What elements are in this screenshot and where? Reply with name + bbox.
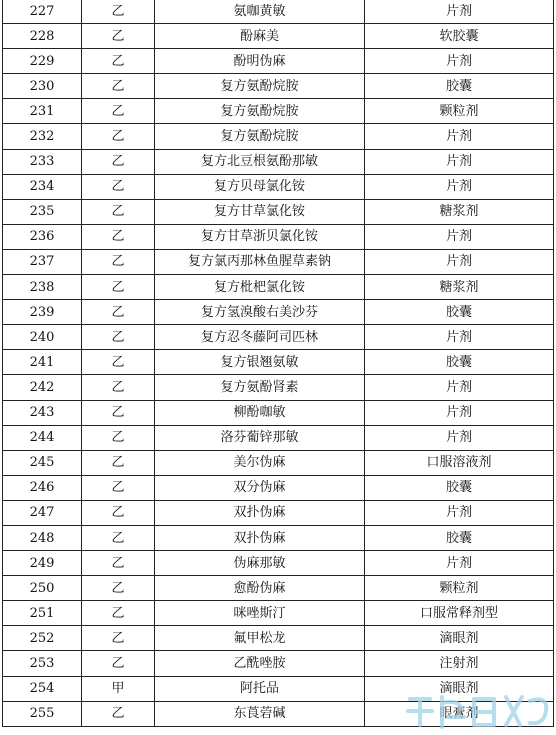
row-number-cell: 251 bbox=[3, 601, 82, 626]
row-number-cell: 254 bbox=[3, 676, 82, 701]
row-number-cell: 253 bbox=[3, 651, 82, 676]
row-number-cell: 235 bbox=[3, 199, 82, 224]
row-number-cell: 241 bbox=[3, 350, 82, 375]
table-row bbox=[3, 626, 554, 651]
drug-name-cell: 咪唑斯汀 bbox=[155, 601, 365, 626]
table-row bbox=[3, 400, 554, 425]
drug-name-cell: 阿托品 bbox=[155, 676, 365, 701]
row-number-cell: 234 bbox=[3, 174, 82, 199]
dosage-form-cell: 片剂 bbox=[365, 400, 554, 425]
category-cell: 乙 bbox=[82, 74, 155, 99]
category-cell: 乙 bbox=[82, 174, 155, 199]
dosage-form-cell: 颗粒剂 bbox=[365, 576, 554, 601]
dosage-form-cell: 胶囊 bbox=[365, 350, 554, 375]
drug-name-cell: 氨咖黄敏 bbox=[155, 0, 365, 24]
category-cell: 乙 bbox=[82, 224, 155, 249]
drug-name-cell: 双分伪麻 bbox=[155, 475, 365, 500]
row-number-cell: 231 bbox=[3, 99, 82, 124]
dosage-form-cell: 片剂 bbox=[365, 174, 554, 199]
row-number-cell: 230 bbox=[3, 74, 82, 99]
table-row bbox=[3, 375, 554, 400]
table-row bbox=[3, 601, 554, 626]
row-number-cell: 229 bbox=[3, 49, 82, 74]
table-row bbox=[3, 275, 554, 300]
drug-name-cell: 氟甲松龙 bbox=[155, 626, 365, 651]
drug-name-cell: 复方忍冬藤阿司匹林 bbox=[155, 325, 365, 350]
row-number-cell: 227 bbox=[3, 0, 82, 24]
category-cell: 乙 bbox=[82, 701, 155, 726]
row-number-cell: 239 bbox=[3, 300, 82, 325]
table-row bbox=[3, 124, 554, 149]
dosage-form-cell: 片剂 bbox=[365, 551, 554, 576]
drug-name-cell: 复方氨酚烷胺 bbox=[155, 74, 365, 99]
table-row bbox=[3, 174, 554, 199]
drug-name-cell: 复方氯丙那林鱼腥草素钠 bbox=[155, 249, 365, 274]
row-number-cell: 228 bbox=[3, 24, 82, 49]
table-row bbox=[3, 249, 554, 274]
table-row bbox=[3, 676, 554, 701]
category-cell: 乙 bbox=[82, 0, 155, 24]
category-cell: 乙 bbox=[82, 375, 155, 400]
category-cell: 乙 bbox=[82, 551, 155, 576]
dosage-form-cell: 软胶囊 bbox=[365, 24, 554, 49]
category-cell: 乙 bbox=[82, 99, 155, 124]
category-cell: 乙 bbox=[82, 525, 155, 550]
drug-name-cell: 洛芬葡锌那敏 bbox=[155, 425, 365, 450]
category-cell: 甲 bbox=[82, 676, 155, 701]
dosage-form-cell: 片剂 bbox=[365, 0, 554, 24]
drug-name-cell: 复方甘草氯化铵 bbox=[155, 199, 365, 224]
table-row bbox=[3, 325, 554, 350]
category-cell: 乙 bbox=[82, 651, 155, 676]
dosage-form-cell: 片剂 bbox=[365, 325, 554, 350]
table-row bbox=[3, 199, 554, 224]
table-row bbox=[3, 49, 554, 74]
category-cell: 乙 bbox=[82, 500, 155, 525]
category-cell: 乙 bbox=[82, 450, 155, 475]
table-row bbox=[3, 525, 554, 550]
dosage-form-cell: 糖浆剂 bbox=[365, 199, 554, 224]
table-row bbox=[3, 350, 554, 375]
row-number-cell: 250 bbox=[3, 576, 82, 601]
dosage-form-cell: 片剂 bbox=[365, 375, 554, 400]
dosage-form-cell: 片剂 bbox=[365, 124, 554, 149]
dosage-form-cell: 胶囊 bbox=[365, 74, 554, 99]
category-cell: 乙 bbox=[82, 576, 155, 601]
row-number-cell: 245 bbox=[3, 450, 82, 475]
row-number-cell: 240 bbox=[3, 325, 82, 350]
drug-name-cell: 柳酚咖敏 bbox=[155, 400, 365, 425]
dosage-form-cell: 胶囊 bbox=[365, 525, 554, 550]
table-row bbox=[3, 0, 554, 24]
category-cell: 乙 bbox=[82, 124, 155, 149]
table-row bbox=[3, 500, 554, 525]
table-row bbox=[3, 425, 554, 450]
dosage-form-cell: 颗粒剂 bbox=[365, 99, 554, 124]
row-number-cell: 248 bbox=[3, 525, 82, 550]
row-number-cell: 238 bbox=[3, 275, 82, 300]
dosage-form-cell: 片剂 bbox=[365, 224, 554, 249]
drug-name-cell: 复方氨酚烷胺 bbox=[155, 124, 365, 149]
table-row bbox=[3, 551, 554, 576]
drug-name-cell: 复方氢溴酸右美沙芬 bbox=[155, 300, 365, 325]
category-cell: 乙 bbox=[82, 24, 155, 49]
dosage-form-cell: 注射剂 bbox=[365, 651, 554, 676]
drug-name-cell: 酚明伪麻 bbox=[155, 49, 365, 74]
table-row bbox=[3, 149, 554, 174]
category-cell: 乙 bbox=[82, 350, 155, 375]
category-cell: 乙 bbox=[82, 626, 155, 651]
row-number-cell: 247 bbox=[3, 500, 82, 525]
table-row bbox=[3, 99, 554, 124]
drug-name-cell: 酚麻美 bbox=[155, 24, 365, 49]
drug-name-cell: 复方氨酚烷胺 bbox=[155, 99, 365, 124]
category-cell: 乙 bbox=[82, 475, 155, 500]
dosage-form-cell: 片剂 bbox=[365, 425, 554, 450]
row-number-cell: 255 bbox=[3, 701, 82, 726]
dosage-form-cell: 胶囊 bbox=[365, 475, 554, 500]
table-row bbox=[3, 450, 554, 475]
table-row bbox=[3, 74, 554, 99]
table-row bbox=[3, 576, 554, 601]
category-cell: 乙 bbox=[82, 300, 155, 325]
drug-name-cell: 伪麻那敏 bbox=[155, 551, 365, 576]
row-number-cell: 249 bbox=[3, 551, 82, 576]
category-cell: 乙 bbox=[82, 49, 155, 74]
dosage-form-cell: 眼膏剂 bbox=[365, 701, 554, 726]
drug-name-cell: 双扑伪麻 bbox=[155, 525, 365, 550]
table-row bbox=[3, 24, 554, 49]
drug-name-cell: 复方氨酚肾素 bbox=[155, 375, 365, 400]
dosage-form-cell: 滴眼剂 bbox=[365, 626, 554, 651]
dosage-form-cell: 滴眼剂 bbox=[365, 676, 554, 701]
drug-name-cell: 东莨菪碱 bbox=[155, 701, 365, 726]
row-number-cell: 236 bbox=[3, 224, 82, 249]
table-row bbox=[3, 224, 554, 249]
dosage-form-cell: 片剂 bbox=[365, 249, 554, 274]
row-number-cell: 233 bbox=[3, 149, 82, 174]
dosage-form-cell: 片剂 bbox=[365, 49, 554, 74]
dosage-form-cell: 口服常释剂型 bbox=[365, 601, 554, 626]
row-number-cell: 243 bbox=[3, 400, 82, 425]
category-cell: 乙 bbox=[82, 325, 155, 350]
dosage-form-cell: 片剂 bbox=[365, 500, 554, 525]
table-row bbox=[3, 475, 554, 500]
drug-name-cell: 复方枇杷氯化铵 bbox=[155, 275, 365, 300]
drug-name-cell: 愈酚伪麻 bbox=[155, 576, 365, 601]
drug-list-body bbox=[3, 0, 554, 726]
category-cell: 乙 bbox=[82, 149, 155, 174]
category-cell: 乙 bbox=[82, 249, 155, 274]
dosage-form-cell: 片剂 bbox=[365, 149, 554, 174]
dosage-form-cell: 口服溶液剂 bbox=[365, 450, 554, 475]
row-number-cell: 237 bbox=[3, 249, 82, 274]
category-cell: 乙 bbox=[82, 400, 155, 425]
drug-name-cell: 双扑伪麻 bbox=[155, 500, 365, 525]
category-cell: 乙 bbox=[82, 601, 155, 626]
drug-name-cell: 复方甘草浙贝氯化铵 bbox=[155, 224, 365, 249]
drug-name-cell: 复方北豆根氨酚那敏 bbox=[155, 149, 365, 174]
dosage-form-cell: 糖浆剂 bbox=[365, 275, 554, 300]
drug-list-table bbox=[2, 0, 554, 727]
row-number-cell: 242 bbox=[3, 375, 82, 400]
table-row bbox=[3, 651, 554, 676]
dosage-form-cell: 胶囊 bbox=[365, 300, 554, 325]
table-row bbox=[3, 300, 554, 325]
drug-name-cell: 复方银翘氨敏 bbox=[155, 350, 365, 375]
row-number-cell: 246 bbox=[3, 475, 82, 500]
row-number-cell: 244 bbox=[3, 425, 82, 450]
category-cell: 乙 bbox=[82, 199, 155, 224]
row-number-cell: 232 bbox=[3, 124, 82, 149]
category-cell: 乙 bbox=[82, 275, 155, 300]
row-number-cell: 252 bbox=[3, 626, 82, 651]
table-row bbox=[3, 701, 554, 726]
drug-name-cell: 复方贝母氯化铵 bbox=[155, 174, 365, 199]
category-cell: 乙 bbox=[82, 425, 155, 450]
drug-name-cell: 乙酰唑胺 bbox=[155, 651, 365, 676]
drug-name-cell: 美尔伪麻 bbox=[155, 450, 365, 475]
